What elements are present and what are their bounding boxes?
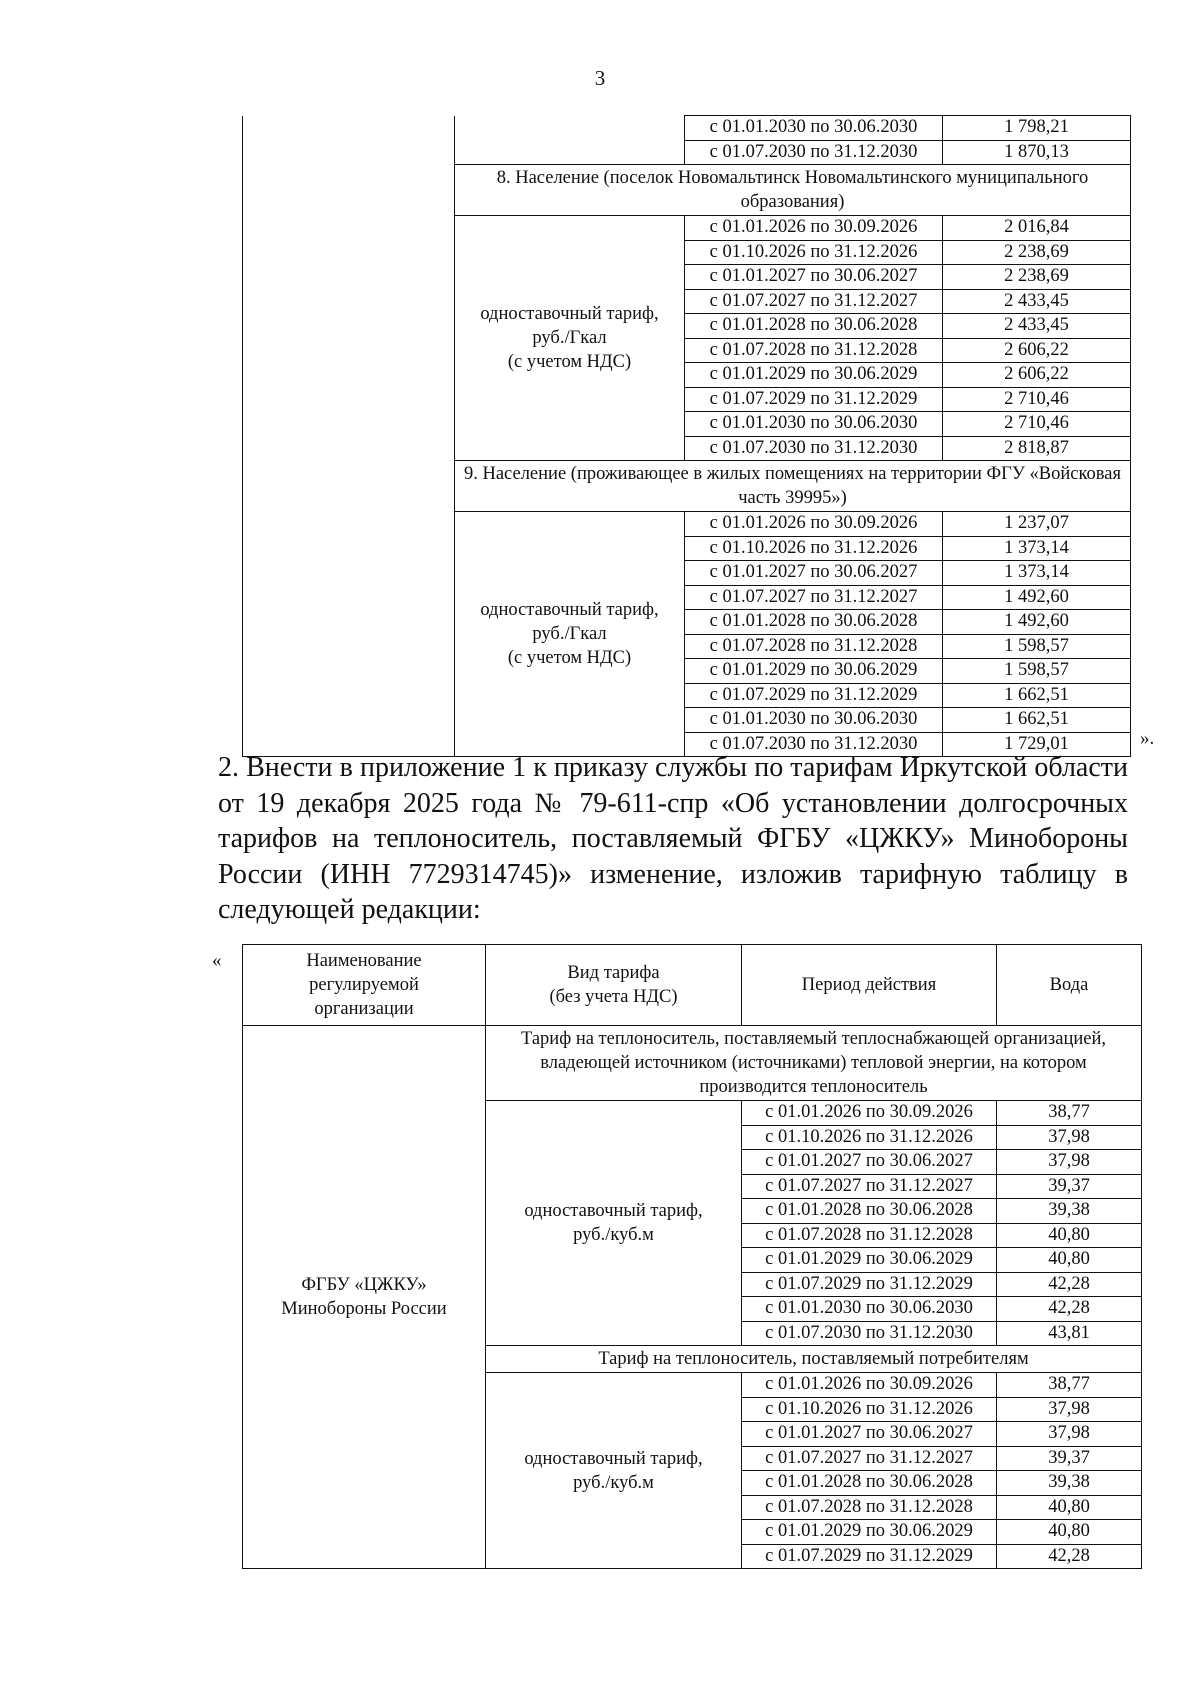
value-cell: 1 492,60 — [943, 610, 1131, 635]
value-cell: 1 373,14 — [943, 561, 1131, 586]
value-cell: 39,37 — [997, 1174, 1142, 1199]
period-cell: с 01.01.2029 по 30.06.2029 — [685, 659, 943, 684]
tariff-type-line: (с учетом НДС) — [507, 648, 632, 668]
period-cell: с 01.01.2028 по 30.06.2028 — [685, 314, 943, 339]
period-cell: с 01.07.2029 по 31.12.2029 — [685, 683, 943, 708]
amendment-paragraph: 2. Внести в приложение 1 к приказу службы по тарифам Иркутской области от 19 декабря 2025 года № 79-611-спр «Об установлении долгосрочных тарифов на теплоноситель, поставляемый ФГБУ «ЦЖКУ» Минобороны России (ИНН 7729314745)» изменение, изложив тарифную таблицу в следующей редакции: — [218, 752, 1128, 925]
tariff-type-line: одноставочный тариф, — [524, 1448, 703, 1469]
organization-line: Минобороны России — [281, 1299, 447, 1319]
value-cell: 1 373,14 — [943, 536, 1131, 561]
value-cell: 2 710,46 — [943, 387, 1131, 412]
period-cell: с 01.01.2030 по 30.06.2030 — [685, 412, 943, 437]
period-cell: с 01.01.2030 по 30.06.2030 — [685, 708, 943, 733]
empty-type-cell — [455, 116, 685, 165]
header-period: Период действия — [742, 945, 997, 1026]
period-cell: с 01.07.2029 по 31.12.2029 — [685, 387, 943, 412]
value-cell: 1 729,01 — [943, 732, 1131, 757]
closing-quote: ». — [1140, 728, 1155, 749]
tariff-type-cell — [486, 1101, 742, 1346]
period-cell: с 01.07.2029 по 31.12.2029 — [742, 1272, 997, 1297]
value-cell: 40,80 — [997, 1248, 1142, 1273]
value-cell: 37,98 — [997, 1397, 1142, 1422]
value-cell: 2 606,22 — [943, 338, 1131, 363]
header-tariff-type: Вид тарифа (без учета НДС) — [486, 945, 742, 1026]
tariff-table-population — [242, 115, 1131, 757]
period-cell: с 01.01.2026 по 30.09.2026 — [685, 512, 943, 537]
period-cell: с 01.07.2028 по 31.12.2028 — [685, 338, 943, 363]
period-cell: с 01.01.2027 по 30.06.2027 — [742, 1150, 997, 1175]
period-cell: с 01.10.2026 по 31.12.2026 — [742, 1397, 997, 1422]
period-cell: с 01.07.2030 по 31.12.2030 — [742, 1321, 997, 1346]
organization-line: ФГБУ «ЦЖКУ» — [301, 1275, 427, 1295]
period-cell: с 01.01.2029 по 30.06.2029 — [742, 1248, 997, 1273]
section-heading: 9. Население (проживающее в жилых помещениях на территории ФГУ «Войсковая часть 39995») — [455, 461, 1131, 512]
value-cell: 42,28 — [997, 1544, 1142, 1569]
period-cell: с 01.01.2028 по 30.06.2028 — [742, 1199, 997, 1224]
value-cell: 43,81 — [997, 1321, 1142, 1346]
value-cell: 2 606,22 — [943, 363, 1131, 388]
section-heading: Тариф на теплоноситель, поставляемый теплоснабжающей организацией, владеющей источником (источниками) тепловой энергии, на котором производится теплоноситель — [486, 1026, 1142, 1101]
period-cell: с 01.07.2028 по 31.12.2028 — [742, 1223, 997, 1248]
header-water: Вода — [997, 945, 1142, 1026]
value-cell: 1 798,21 — [943, 116, 1131, 141]
opening-quote: « — [212, 950, 222, 971]
tariff-type-line: одноставочный тариф, — [524, 1201, 703, 1221]
tariff-type-cell — [455, 512, 685, 757]
period-cell: с 01.07.2027 по 31.12.2027 — [685, 289, 943, 314]
header-organization: Наименование регулируемой организации — [243, 945, 486, 1026]
period-cell: с 01.07.2030 по 31.12.2030 — [685, 436, 943, 461]
value-cell: 2 238,69 — [943, 240, 1131, 265]
table-header-row — [243, 945, 1142, 1026]
period-cell: с 01.10.2026 по 31.12.2026 — [685, 536, 943, 561]
period-cell: с 01.01.2028 по 30.06.2028 — [685, 610, 943, 635]
value-cell: 37,98 — [997, 1422, 1142, 1447]
value-cell: 38,77 — [997, 1101, 1142, 1126]
period-cell: с 01.01.2026 по 30.09.2026 — [685, 216, 943, 241]
value-cell: 39,37 — [997, 1446, 1142, 1471]
period-cell: с 01.07.2029 по 31.12.2029 — [742, 1544, 997, 1569]
period-cell: с 01.07.2027 по 31.12.2027 — [742, 1174, 997, 1199]
value-cell: 1 870,13 — [943, 140, 1131, 165]
tariff-type-cell — [455, 216, 685, 461]
tariff-type-line: (с учетом НДС) — [507, 352, 632, 372]
tariff-table-heat-carrier — [242, 944, 1142, 1569]
value-cell: 2 433,45 — [943, 289, 1131, 314]
period-cell: с 01.10.2026 по 31.12.2026 — [742, 1125, 997, 1150]
value-cell: 39,38 — [997, 1471, 1142, 1496]
value-cell: 2 433,45 — [943, 314, 1131, 339]
value-cell: 1 492,60 — [943, 585, 1131, 610]
value-cell: 2 016,84 — [943, 216, 1131, 241]
value-cell: 1 598,57 — [943, 659, 1131, 684]
period-cell: с 01.07.2027 по 31.12.2027 — [742, 1446, 997, 1471]
value-cell: 2 238,69 — [943, 265, 1131, 290]
period-cell: с 01.01.2027 по 30.06.2027 — [685, 561, 943, 586]
value-cell: 1 662,51 — [943, 683, 1131, 708]
value-cell: 39,38 — [997, 1199, 1142, 1224]
period-cell: с 01.01.2027 по 30.06.2027 — [685, 265, 943, 290]
value-cell: 40,80 — [997, 1223, 1142, 1248]
value-cell: 40,80 — [997, 1495, 1142, 1520]
value-cell: 42,28 — [997, 1272, 1142, 1297]
tariff-type-line: одноставочный тариф, — [480, 304, 659, 324]
empty-org-cell — [243, 116, 455, 757]
tariff-type-line: руб./Гкал — [532, 624, 607, 644]
period-cell: с 01.01.2029 по 30.06.2029 — [685, 363, 943, 388]
period-cell: с 01.01.2026 по 30.09.2026 — [742, 1101, 997, 1126]
value-cell: 37,98 — [997, 1125, 1142, 1150]
period-cell: с 01.01.2030 по 30.06.2030 — [685, 116, 943, 141]
period-cell: с 01.07.2027 по 31.12.2027 — [685, 585, 943, 610]
period-cell: с 01.10.2026 по 31.12.2026 — [685, 240, 943, 265]
section-heading: 8. Население (поселок Новомальтинск Новомальтинского муниципального образования) — [455, 165, 1131, 216]
value-cell: 2 710,46 — [943, 412, 1131, 437]
period-cell: с 01.01.2028 по 30.06.2028 — [742, 1471, 997, 1496]
value-cell: 37,98 — [997, 1150, 1142, 1175]
value-cell: 1 662,51 — [943, 708, 1131, 733]
period-cell: с 01.07.2030 по 31.12.2030 — [685, 140, 943, 165]
period-cell: с 01.01.2030 по 30.06.2030 — [742, 1297, 997, 1322]
tariff-type-line: руб./куб.м — [573, 1225, 654, 1245]
value-cell: 38,77 — [997, 1373, 1142, 1398]
tariff-type-line: одноставочный тариф, — [480, 600, 659, 620]
tariff-type-line: руб./Гкал — [532, 328, 607, 348]
value-cell: 1 598,57 — [943, 634, 1131, 659]
table-row — [243, 116, 1131, 141]
period-cell: с 01.07.2030 по 31.12.2030 — [685, 732, 943, 757]
period-cell: с 01.01.2027 по 30.06.2027 — [742, 1422, 997, 1447]
value-cell: 40,80 — [997, 1520, 1142, 1545]
period-cell: с 01.07.2028 по 31.12.2028 — [742, 1495, 997, 1520]
value-cell: 42,28 — [997, 1297, 1142, 1322]
period-cell: с 01.07.2028 по 31.12.2028 — [685, 634, 943, 659]
tariff-type-cell — [486, 1373, 742, 1569]
period-cell: с 01.01.2026 по 30.09.2026 — [742, 1373, 997, 1398]
value-cell: 1 237,07 — [943, 512, 1131, 537]
organization-cell — [243, 1026, 486, 1569]
tariff-type-line: руб./куб.м — [573, 1472, 654, 1493]
value-cell: 2 818,87 — [943, 436, 1131, 461]
period-cell: с 01.01.2029 по 30.06.2029 — [742, 1520, 997, 1545]
section-heading: Тариф на теплоноситель, поставляемый потребителям — [486, 1346, 1142, 1373]
section-heading-row — [243, 1026, 1142, 1101]
page-number: 3 — [594, 66, 606, 90]
